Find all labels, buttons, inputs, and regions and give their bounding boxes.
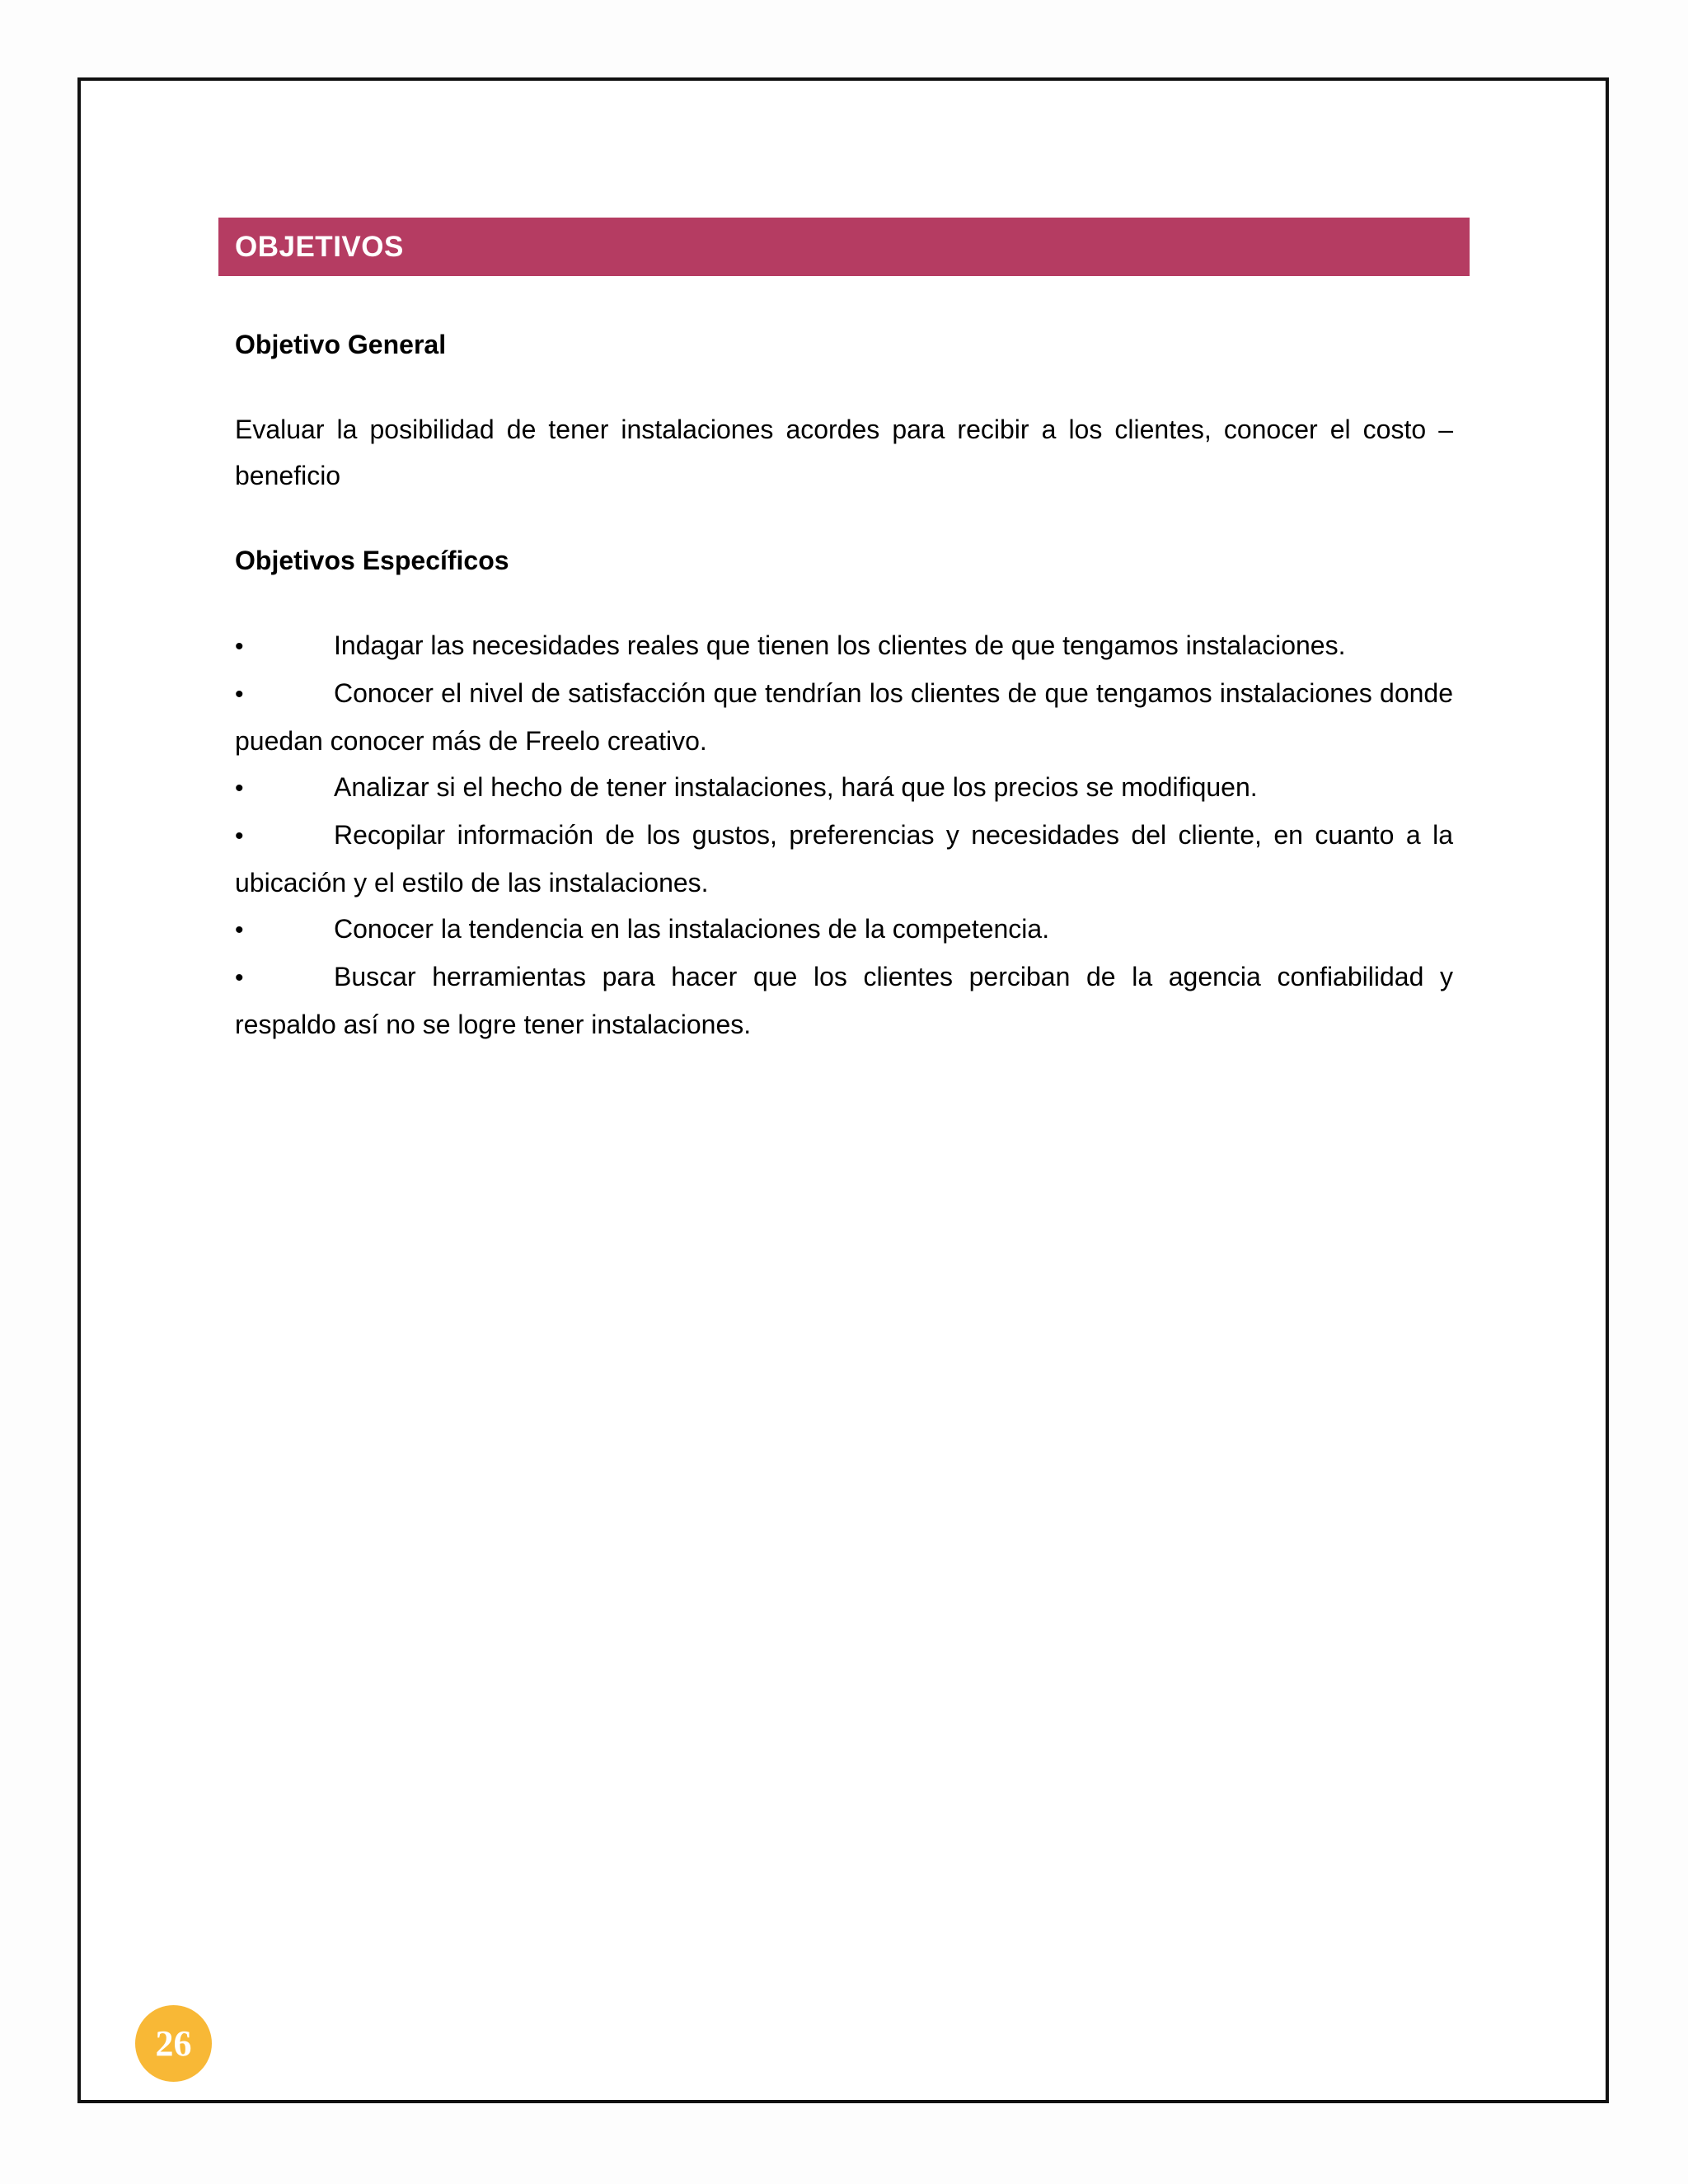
- list-item: [235, 670, 1453, 764]
- bullet-icon: •: [235, 633, 244, 660]
- list-item-text: Recopilar información de los gustos, preferencias y necesidades del cliente, en cuanto a la ubicación y el estilo de las instalaciones.: [235, 820, 1453, 898]
- list-item: [235, 812, 1453, 906]
- list-item: [235, 906, 1453, 954]
- page-number: 26: [155, 2023, 192, 2064]
- specific-objectives-list: [235, 622, 1453, 1047]
- list-item-text: Conocer la tendencia en las instalaciones de la competencia.: [334, 914, 1050, 944]
- list-item-text: Analizar si el hecho de tener instalaciones, hará que los precios se modifiquen.: [334, 772, 1258, 802]
- section-header: [218, 218, 1470, 276]
- section-title: OBJETIVOS: [235, 230, 404, 263]
- bullet-icon: •: [235, 681, 244, 708]
- document-body: [235, 321, 1453, 1047]
- list-item-text: Conocer el nivel de satisfacción que tendrían los clientes de que tengamos instalaciones donde puedan conocer más de Freelo creativo.: [235, 678, 1453, 756]
- bullet-icon: •: [235, 916, 244, 944]
- list-item-text: Indagar las necesidades reales que tienen los clientes de que tengamos instalaciones.: [334, 630, 1346, 660]
- specific-objectives-heading: Objetivos Específicos: [235, 546, 509, 575]
- bullet-icon: •: [235, 775, 244, 802]
- list-item: [235, 622, 1453, 670]
- general-objective-text: Evaluar la posibilidad de tener instalaciones acordes para recibir a los clientes, conocer el costo – beneficio: [235, 415, 1453, 490]
- bullet-icon: •: [235, 964, 244, 991]
- list-item-text: Buscar herramientas para hacer que los clientes perciban de la agencia confiabilidad y respaldo así no se logre tener instalaciones.: [235, 962, 1453, 1039]
- bullet-icon: •: [235, 823, 244, 850]
- general-objective-heading: Objetivo General: [235, 330, 447, 359]
- list-item: [235, 954, 1453, 1047]
- list-item: [235, 764, 1453, 812]
- page-number-badge: [135, 2005, 212, 2082]
